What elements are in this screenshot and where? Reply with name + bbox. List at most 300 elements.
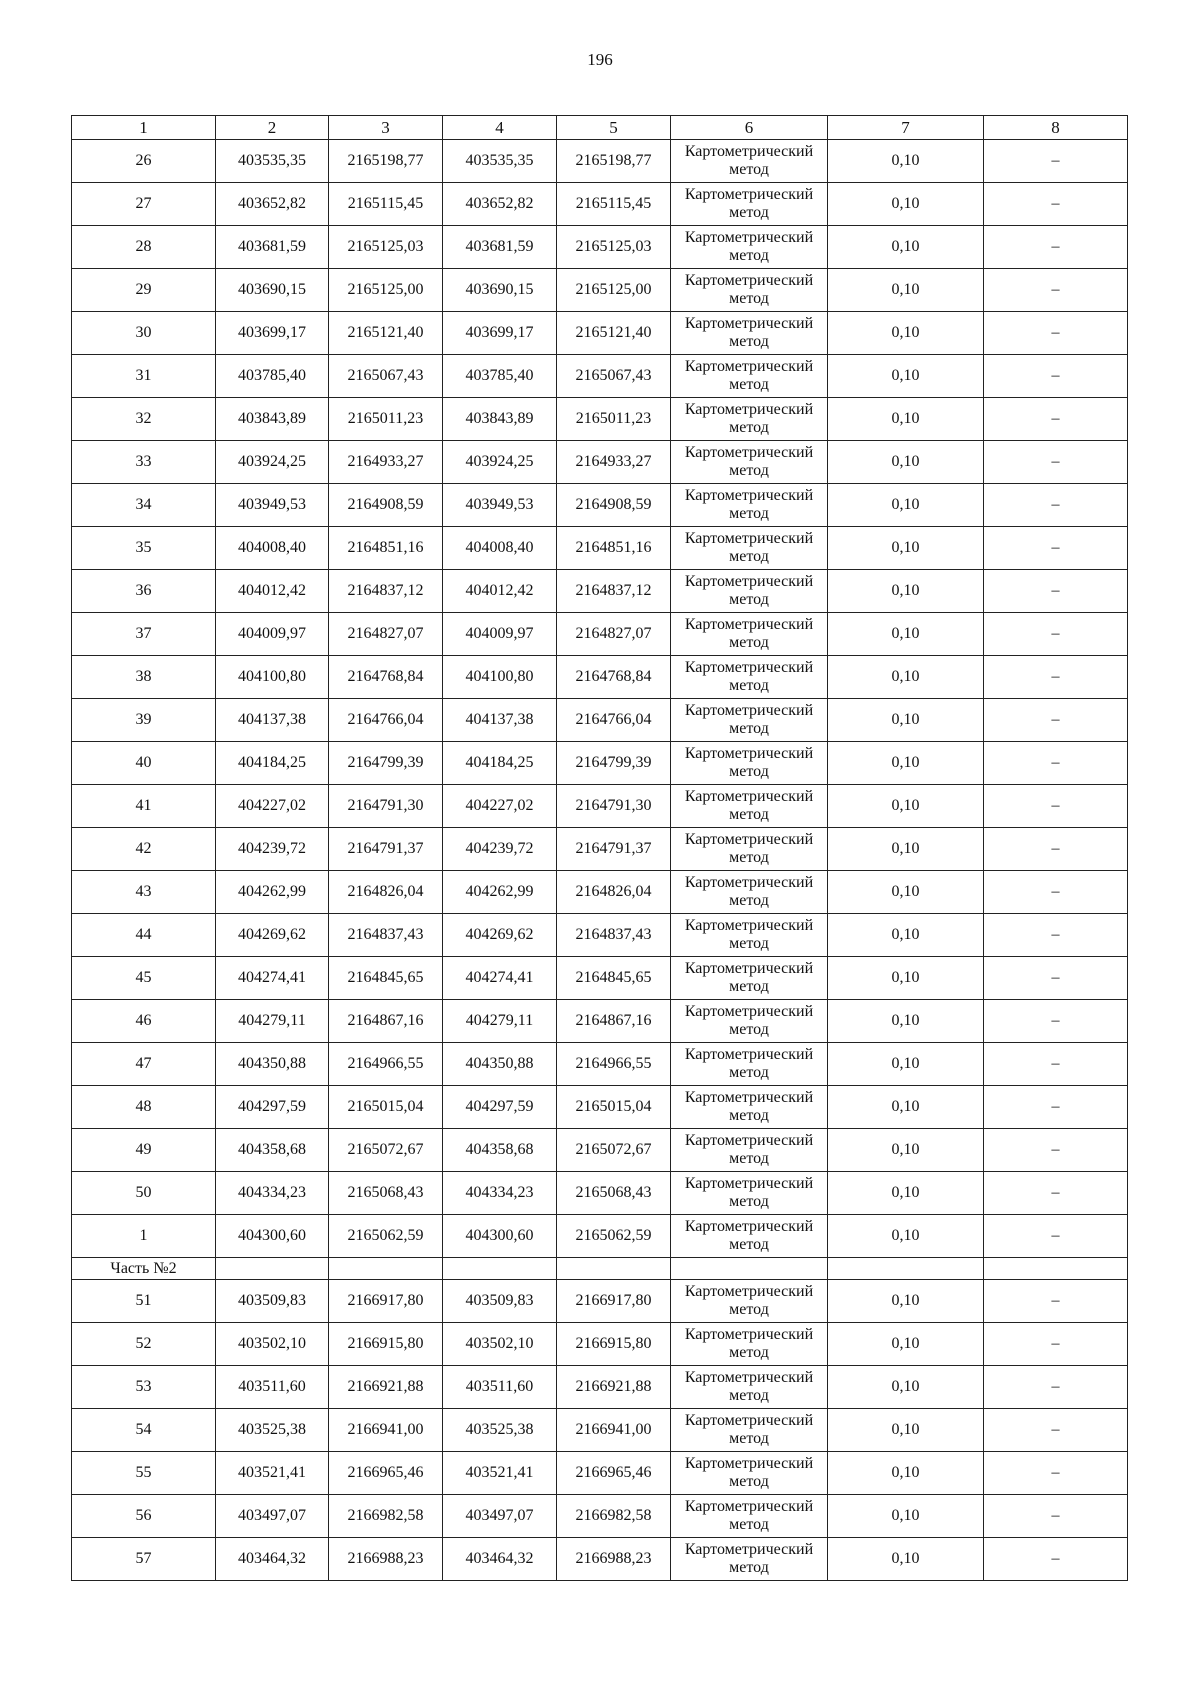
cell-x-old: 403464,32 — [216, 1538, 329, 1581]
cell-y-new: 2164791,30 — [557, 785, 671, 828]
cell-note: – — [984, 269, 1128, 312]
table-row — [72, 1452, 1128, 1495]
table-row — [72, 828, 1128, 871]
cell-point-number: 35 — [72, 527, 216, 570]
cell-y-old: 2165062,59 — [329, 1215, 443, 1258]
cell-accuracy: 0,10 — [828, 742, 984, 785]
cell-accuracy: 0,10 — [828, 1452, 984, 1495]
cell-point-number: 31 — [72, 355, 216, 398]
cell-x-old: 404227,02 — [216, 785, 329, 828]
cell-x-new: 403497,07 — [443, 1495, 557, 1538]
cell-x-old: 403681,59 — [216, 226, 329, 269]
cell-y-old: 2165011,23 — [329, 398, 443, 441]
cell-y-new: 2164799,39 — [557, 742, 671, 785]
cell-y-old: 2165125,00 — [329, 269, 443, 312]
header-col-4: 4 — [443, 116, 557, 140]
cell-y-new: 2165115,45 — [557, 183, 671, 226]
cell-y-new: 2165068,43 — [557, 1172, 671, 1215]
cell-x-new: 403699,17 — [443, 312, 557, 355]
cell-y-old: 2164826,04 — [329, 871, 443, 914]
cell-method: Картометрический метод — [671, 828, 828, 871]
cell-y-new: 2164837,43 — [557, 914, 671, 957]
cell-x-new: 403949,53 — [443, 484, 557, 527]
table-row — [72, 355, 1128, 398]
cell-y-new: 2165125,00 — [557, 269, 671, 312]
cell-point-number: 29 — [72, 269, 216, 312]
cell-note: – — [984, 914, 1128, 957]
cell-x-old: 403690,15 — [216, 269, 329, 312]
cell-method: Картометрический метод — [671, 398, 828, 441]
cell-y-old: 2165115,45 — [329, 183, 443, 226]
cell-point-number: 30 — [72, 312, 216, 355]
cell-x-new: 403652,82 — [443, 183, 557, 226]
cell-y-new: 2164791,37 — [557, 828, 671, 871]
cell-y-old: 2164966,55 — [329, 1043, 443, 1086]
section-empty-cell — [443, 1258, 557, 1280]
cell-point-number: 55 — [72, 1452, 216, 1495]
cell-method: Картометрический метод — [671, 1172, 828, 1215]
cell-y-new: 2165011,23 — [557, 398, 671, 441]
cell-method: Картометрический метод — [671, 871, 828, 914]
cell-accuracy: 0,10 — [828, 312, 984, 355]
table-row — [72, 183, 1128, 226]
cell-point-number: 39 — [72, 699, 216, 742]
cell-x-old: 403699,17 — [216, 312, 329, 355]
cell-note: – — [984, 183, 1128, 226]
cell-y-old: 2164933,27 — [329, 441, 443, 484]
cell-y-new: 2164827,07 — [557, 613, 671, 656]
cell-point-number: 43 — [72, 871, 216, 914]
header-col-5: 5 — [557, 116, 671, 140]
cell-x-old: 403521,41 — [216, 1452, 329, 1495]
cell-method: Картометрический метод — [671, 613, 828, 656]
cell-x-new: 403511,60 — [443, 1366, 557, 1409]
cell-y-new: 2164933,27 — [557, 441, 671, 484]
cell-y-old: 2165125,03 — [329, 226, 443, 269]
cell-point-number: 27 — [72, 183, 216, 226]
cell-x-new: 404100,80 — [443, 656, 557, 699]
table-row — [72, 1280, 1128, 1323]
cell-accuracy: 0,10 — [828, 570, 984, 613]
cell-point-number: 54 — [72, 1409, 216, 1452]
cell-point-number: 44 — [72, 914, 216, 957]
cell-accuracy: 0,10 — [828, 957, 984, 1000]
cell-x-old: 404334,23 — [216, 1172, 329, 1215]
cell-note: – — [984, 1129, 1128, 1172]
cell-accuracy: 0,10 — [828, 1495, 984, 1538]
cell-point-number: 53 — [72, 1366, 216, 1409]
cell-y-old: 2164799,39 — [329, 742, 443, 785]
cell-x-new: 404269,62 — [443, 914, 557, 957]
cell-method: Картометрический метод — [671, 1366, 828, 1409]
table-row — [72, 484, 1128, 527]
cell-y-old: 2165015,04 — [329, 1086, 443, 1129]
cell-x-old: 404350,88 — [216, 1043, 329, 1086]
cell-point-number: 47 — [72, 1043, 216, 1086]
cell-x-new: 404009,97 — [443, 613, 557, 656]
cell-x-old: 403502,10 — [216, 1323, 329, 1366]
cell-y-new: 2165062,59 — [557, 1215, 671, 1258]
table-row — [72, 957, 1128, 1000]
section-empty-cell — [671, 1258, 828, 1280]
cell-note: – — [984, 1043, 1128, 1086]
cell-y-old: 2164867,16 — [329, 1000, 443, 1043]
cell-x-old: 404239,72 — [216, 828, 329, 871]
cell-point-number: 56 — [72, 1495, 216, 1538]
cell-note: – — [984, 1323, 1128, 1366]
table-row — [72, 398, 1128, 441]
cell-y-new: 2165015,04 — [557, 1086, 671, 1129]
cell-y-new: 2166921,88 — [557, 1366, 671, 1409]
cell-accuracy: 0,10 — [828, 828, 984, 871]
cell-y-new: 2165125,03 — [557, 226, 671, 269]
cell-method: Картометрический метод — [671, 355, 828, 398]
cell-method: Картометрический метод — [671, 1409, 828, 1452]
header-col-7: 7 — [828, 116, 984, 140]
cell-note: – — [984, 785, 1128, 828]
cell-point-number: 50 — [72, 1172, 216, 1215]
cell-y-new: 2164845,65 — [557, 957, 671, 1000]
cell-point-number: 57 — [72, 1538, 216, 1581]
cell-method: Картометрический метод — [671, 269, 828, 312]
cell-accuracy: 0,10 — [828, 871, 984, 914]
cell-note: – — [984, 656, 1128, 699]
cell-method: Картометрический метод — [671, 484, 828, 527]
table-row — [72, 1538, 1128, 1581]
cell-point-number: 45 — [72, 957, 216, 1000]
cell-accuracy: 0,10 — [828, 1366, 984, 1409]
cell-method: Картометрический метод — [671, 1043, 828, 1086]
cell-x-old: 404008,40 — [216, 527, 329, 570]
cell-accuracy: 0,10 — [828, 484, 984, 527]
coordinates-table — [71, 115, 1128, 1581]
header-col-8: 8 — [984, 116, 1128, 140]
cell-note: – — [984, 871, 1128, 914]
cell-method: Картометрический метод — [671, 1000, 828, 1043]
table-row — [72, 1129, 1128, 1172]
cell-accuracy: 0,10 — [828, 1323, 984, 1366]
table-row — [72, 1000, 1128, 1043]
cell-x-old: 403652,82 — [216, 183, 329, 226]
cell-accuracy: 0,10 — [828, 1280, 984, 1323]
cell-note: – — [984, 699, 1128, 742]
table-row — [72, 1495, 1128, 1538]
cell-y-old: 2164851,16 — [329, 527, 443, 570]
cell-x-new: 404297,59 — [443, 1086, 557, 1129]
cell-y-new: 2165072,67 — [557, 1129, 671, 1172]
cell-point-number: 1 — [72, 1215, 216, 1258]
cell-accuracy: 0,10 — [828, 1538, 984, 1581]
table-row — [72, 312, 1128, 355]
cell-accuracy: 0,10 — [828, 183, 984, 226]
cell-y-old: 2165072,67 — [329, 1129, 443, 1172]
cell-point-number: 32 — [72, 398, 216, 441]
cell-method: Картометрический метод — [671, 441, 828, 484]
cell-y-old: 2164768,84 — [329, 656, 443, 699]
cell-method: Картометрический метод — [671, 312, 828, 355]
cell-note: – — [984, 312, 1128, 355]
cell-x-new: 404239,72 — [443, 828, 557, 871]
cell-note: – — [984, 527, 1128, 570]
cell-method: Картометрический метод — [671, 570, 828, 613]
table-row — [72, 1172, 1128, 1215]
cell-note: – — [984, 1086, 1128, 1129]
cell-x-new: 404227,02 — [443, 785, 557, 828]
cell-accuracy: 0,10 — [828, 1086, 984, 1129]
table-row — [72, 742, 1128, 785]
cell-x-new: 404279,11 — [443, 1000, 557, 1043]
cell-method: Картометрический метод — [671, 140, 828, 183]
cell-accuracy: 0,10 — [828, 1043, 984, 1086]
cell-x-new: 403525,38 — [443, 1409, 557, 1452]
cell-point-number: 28 — [72, 226, 216, 269]
cell-method: Картометрический метод — [671, 1538, 828, 1581]
cell-method: Картометрический метод — [671, 1086, 828, 1129]
cell-x-old: 403843,89 — [216, 398, 329, 441]
cell-x-new: 403843,89 — [443, 398, 557, 441]
header-col-3: 3 — [329, 116, 443, 140]
cell-x-old: 403924,25 — [216, 441, 329, 484]
cell-x-old: 403525,38 — [216, 1409, 329, 1452]
cell-x-new: 404137,38 — [443, 699, 557, 742]
cell-y-old: 2166988,23 — [329, 1538, 443, 1581]
cell-note: – — [984, 140, 1128, 183]
cell-x-old: 403949,53 — [216, 484, 329, 527]
cell-y-new: 2166965,46 — [557, 1452, 671, 1495]
cell-y-new: 2164768,84 — [557, 656, 671, 699]
table-row — [72, 1215, 1128, 1258]
cell-y-old: 2164791,30 — [329, 785, 443, 828]
section-empty-cell — [329, 1258, 443, 1280]
cell-x-new: 404358,68 — [443, 1129, 557, 1172]
section-empty-cell — [984, 1258, 1128, 1280]
cell-x-new: 403785,40 — [443, 355, 557, 398]
cell-method: Картометрический метод — [671, 527, 828, 570]
cell-point-number: 40 — [72, 742, 216, 785]
cell-method: Картометрический метод — [671, 656, 828, 699]
cell-accuracy: 0,10 — [828, 1172, 984, 1215]
cell-accuracy: 0,10 — [828, 226, 984, 269]
table-body — [72, 140, 1128, 1581]
cell-y-old: 2164837,43 — [329, 914, 443, 957]
cell-method: Картометрический метод — [671, 1280, 828, 1323]
cell-y-old: 2164766,04 — [329, 699, 443, 742]
cell-y-new: 2166917,80 — [557, 1280, 671, 1323]
section-empty-cell — [216, 1258, 329, 1280]
cell-accuracy: 0,10 — [828, 441, 984, 484]
cell-y-old: 2166941,00 — [329, 1409, 443, 1452]
cell-x-old: 404184,25 — [216, 742, 329, 785]
cell-y-new: 2164867,16 — [557, 1000, 671, 1043]
cell-y-new: 2166915,80 — [557, 1323, 671, 1366]
cell-point-number: 46 — [72, 1000, 216, 1043]
cell-point-number: 33 — [72, 441, 216, 484]
table-row — [72, 613, 1128, 656]
cell-note: – — [984, 957, 1128, 1000]
cell-x-old: 403497,07 — [216, 1495, 329, 1538]
cell-x-new: 404012,42 — [443, 570, 557, 613]
cell-y-old: 2166965,46 — [329, 1452, 443, 1495]
cell-x-old: 404137,38 — [216, 699, 329, 742]
cell-y-new: 2165067,43 — [557, 355, 671, 398]
cell-x-old: 404358,68 — [216, 1129, 329, 1172]
cell-x-new: 403502,10 — [443, 1323, 557, 1366]
cell-y-new: 2164851,16 — [557, 527, 671, 570]
cell-x-old: 404297,59 — [216, 1086, 329, 1129]
cell-y-new: 2166982,58 — [557, 1495, 671, 1538]
cell-y-new: 2165198,77 — [557, 140, 671, 183]
cell-accuracy: 0,10 — [828, 785, 984, 828]
cell-x-old: 403511,60 — [216, 1366, 329, 1409]
cell-x-old: 403785,40 — [216, 355, 329, 398]
cell-point-number: 52 — [72, 1323, 216, 1366]
cell-point-number: 51 — [72, 1280, 216, 1323]
table-row — [72, 699, 1128, 742]
cell-x-old: 404100,80 — [216, 656, 329, 699]
cell-y-new: 2164766,04 — [557, 699, 671, 742]
cell-note: – — [984, 355, 1128, 398]
cell-accuracy: 0,10 — [828, 1000, 984, 1043]
cell-y-old: 2164837,12 — [329, 570, 443, 613]
section-label: Часть №2 — [72, 1258, 216, 1280]
cell-x-new: 404262,99 — [443, 871, 557, 914]
cell-x-old: 404262,99 — [216, 871, 329, 914]
cell-note: – — [984, 828, 1128, 871]
cell-y-old: 2164827,07 — [329, 613, 443, 656]
cell-note: – — [984, 1000, 1128, 1043]
cell-y-new: 2164966,55 — [557, 1043, 671, 1086]
section-empty-cell — [828, 1258, 984, 1280]
cell-x-new: 403681,59 — [443, 226, 557, 269]
table-row — [72, 656, 1128, 699]
cell-note: – — [984, 742, 1128, 785]
cell-method: Картометрический метод — [671, 957, 828, 1000]
cell-accuracy: 0,10 — [828, 140, 984, 183]
cell-accuracy: 0,10 — [828, 398, 984, 441]
cell-y-new: 2165121,40 — [557, 312, 671, 355]
cell-x-old: 403509,83 — [216, 1280, 329, 1323]
cell-x-old: 404279,11 — [216, 1000, 329, 1043]
section-empty-cell — [557, 1258, 671, 1280]
cell-y-new: 2166988,23 — [557, 1538, 671, 1581]
cell-method: Картометрический метод — [671, 1215, 828, 1258]
table-row — [72, 226, 1128, 269]
cell-note: – — [984, 1409, 1128, 1452]
cell-y-old: 2165067,43 — [329, 355, 443, 398]
cell-y-old: 2164791,37 — [329, 828, 443, 871]
cell-y-new: 2164908,59 — [557, 484, 671, 527]
table-row — [72, 785, 1128, 828]
cell-point-number: 41 — [72, 785, 216, 828]
table-row — [72, 570, 1128, 613]
table-row — [72, 914, 1128, 957]
table-row — [72, 1366, 1128, 1409]
table-row — [72, 871, 1128, 914]
cell-y-old: 2165121,40 — [329, 312, 443, 355]
cell-method: Картометрический метод — [671, 699, 828, 742]
cell-y-old: 2165068,43 — [329, 1172, 443, 1215]
cell-y-old: 2164908,59 — [329, 484, 443, 527]
cell-accuracy: 0,10 — [828, 1409, 984, 1452]
cell-note: – — [984, 1495, 1128, 1538]
table-row — [72, 1086, 1128, 1129]
cell-accuracy: 0,10 — [828, 1215, 984, 1258]
cell-point-number: 48 — [72, 1086, 216, 1129]
cell-y-new: 2164826,04 — [557, 871, 671, 914]
cell-method: Картометрический метод — [671, 1129, 828, 1172]
cell-y-new: 2166941,00 — [557, 1409, 671, 1452]
cell-x-old: 404009,97 — [216, 613, 329, 656]
cell-y-old: 2166921,88 — [329, 1366, 443, 1409]
cell-note: – — [984, 484, 1128, 527]
cell-point-number: 26 — [72, 140, 216, 183]
cell-note: – — [984, 1538, 1128, 1581]
cell-method: Картометрический метод — [671, 226, 828, 269]
cell-method: Картометрический метод — [671, 1323, 828, 1366]
cell-method: Картометрический метод — [671, 785, 828, 828]
cell-x-new: 404350,88 — [443, 1043, 557, 1086]
table-row — [72, 1323, 1128, 1366]
cell-note: – — [984, 1280, 1128, 1323]
cell-point-number: 49 — [72, 1129, 216, 1172]
cell-method: Картометрический метод — [671, 1495, 828, 1538]
cell-point-number: 37 — [72, 613, 216, 656]
cell-x-new: 404008,40 — [443, 527, 557, 570]
table-header — [72, 116, 1128, 140]
cell-method: Картометрический метод — [671, 1452, 828, 1495]
page-number: 196 — [587, 50, 613, 69]
cell-accuracy: 0,10 — [828, 699, 984, 742]
cell-method: Картометрический метод — [671, 183, 828, 226]
cell-y-old: 2164845,65 — [329, 957, 443, 1000]
cell-accuracy: 0,10 — [828, 1129, 984, 1172]
cell-x-new: 404300,60 — [443, 1215, 557, 1258]
header-col-6: 6 — [671, 116, 828, 140]
cell-accuracy: 0,10 — [828, 613, 984, 656]
cell-accuracy: 0,10 — [828, 269, 984, 312]
cell-x-new: 403924,25 — [443, 441, 557, 484]
table-row — [72, 1409, 1128, 1452]
cell-y-old: 2166982,58 — [329, 1495, 443, 1538]
cell-y-old: 2165198,77 — [329, 140, 443, 183]
cell-y-old: 2166915,80 — [329, 1323, 443, 1366]
table-row — [72, 269, 1128, 312]
cell-x-new: 403535,35 — [443, 140, 557, 183]
table-row — [72, 140, 1128, 183]
cell-note: – — [984, 1215, 1128, 1258]
cell-x-new: 403509,83 — [443, 1280, 557, 1323]
table-row — [72, 1043, 1128, 1086]
cell-note: – — [984, 226, 1128, 269]
cell-note: – — [984, 1366, 1128, 1409]
cell-x-old: 404012,42 — [216, 570, 329, 613]
cell-x-new: 404334,23 — [443, 1172, 557, 1215]
cell-note: – — [984, 441, 1128, 484]
header-col-2: 2 — [216, 116, 329, 140]
cell-x-new: 403690,15 — [443, 269, 557, 312]
cell-note: – — [984, 1172, 1128, 1215]
table-row — [72, 441, 1128, 484]
cell-point-number: 38 — [72, 656, 216, 699]
cell-y-new: 2164837,12 — [557, 570, 671, 613]
cell-x-old: 404300,60 — [216, 1215, 329, 1258]
cell-note: – — [984, 570, 1128, 613]
cell-x-old: 403535,35 — [216, 140, 329, 183]
cell-note: – — [984, 1452, 1128, 1495]
cell-note: – — [984, 613, 1128, 656]
cell-y-old: 2166917,80 — [329, 1280, 443, 1323]
cell-method: Картометрический метод — [671, 914, 828, 957]
